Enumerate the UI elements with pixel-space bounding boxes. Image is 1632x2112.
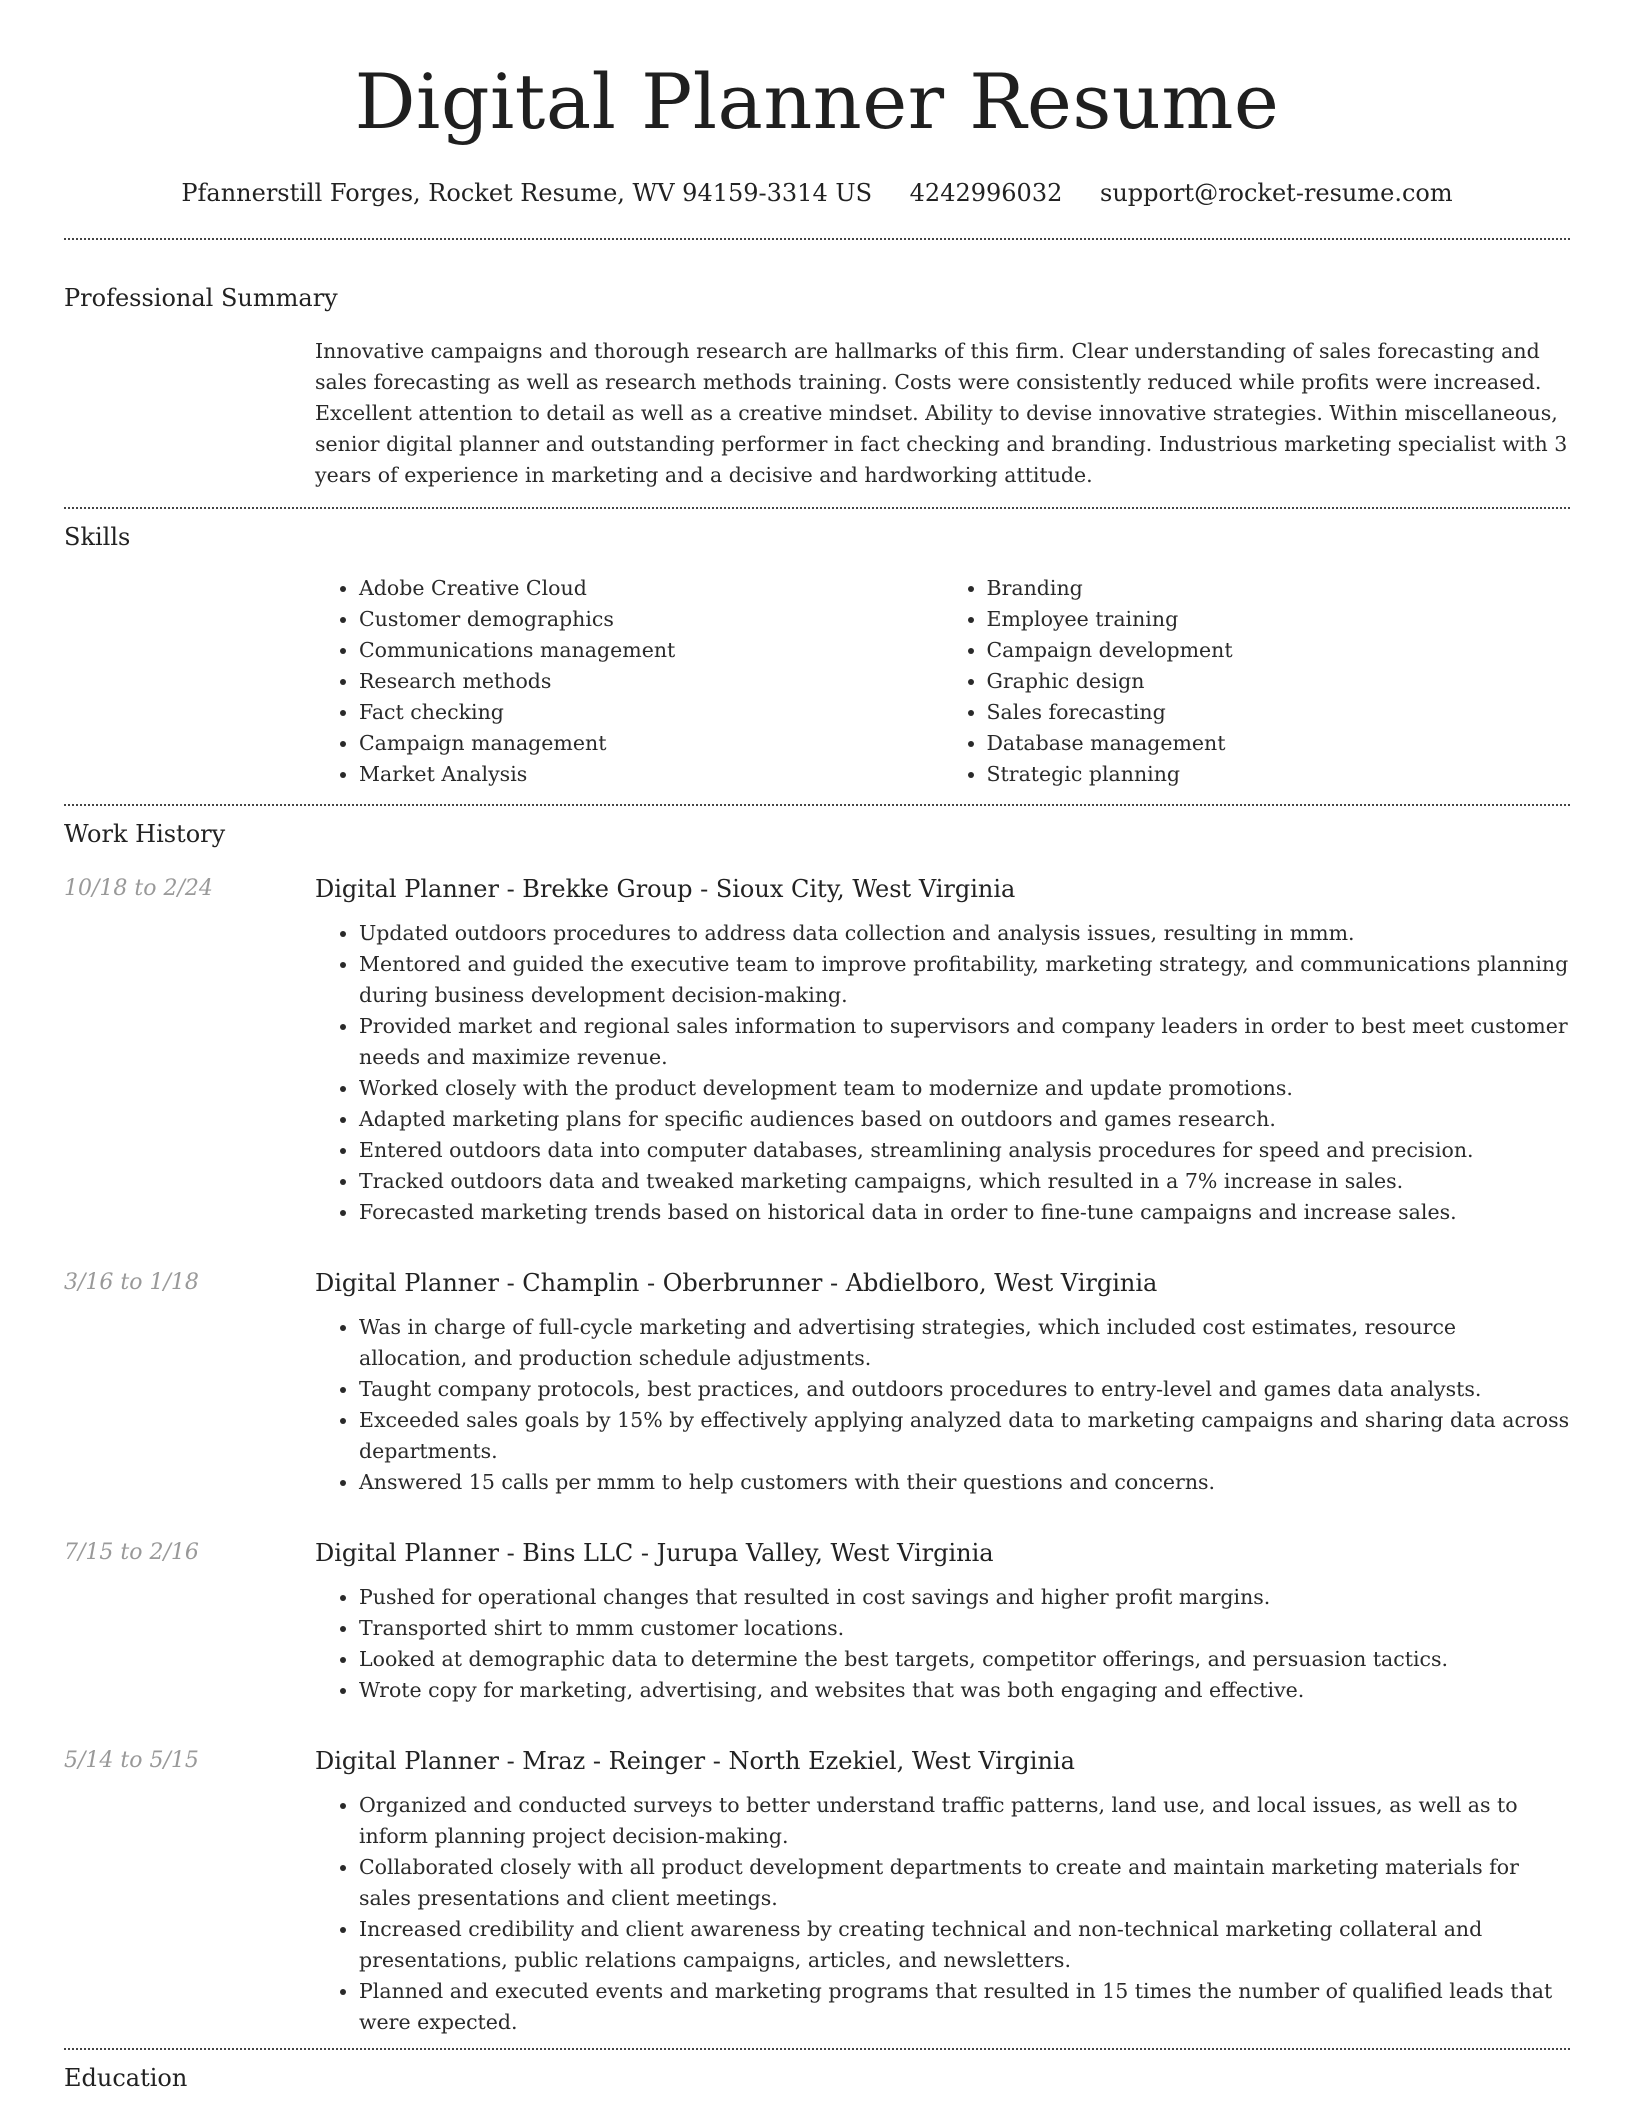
summary-heading: Professional Summary <box>64 284 338 312</box>
job-bullet: • Transported shirt to mmm customer locations. <box>359 1613 1570 1644</box>
job-bullet: • Worked closely with the product development team to modernize and update promotions. <box>359 1073 1570 1104</box>
job-bullet: • Forecasted marketing trends based on historical data in order to fine-tune campaigns and increase sales. <box>359 1197 1570 1228</box>
skill-item: • Strategic planning <box>987 759 1571 790</box>
contact-email: support@rocket-resume.com <box>1100 179 1453 207</box>
job-bullet: • Increased credibility and client awareness by creating technical and non-technical marketing collateral and presentations, public relations campaigns, articles, and newsletters. <box>359 1914 1570 1976</box>
skill-item: • Campaign development <box>987 635 1571 666</box>
job-bullets <box>315 918 1570 1228</box>
job-body <box>315 1266 1570 1498</box>
job-bullet: • Pushed for operational changes that resulted in cost savings and higher profit margins. <box>359 1582 1570 1613</box>
skill-item: • Fact checking <box>359 697 943 728</box>
job-body <box>315 1744 1570 2038</box>
job-title: Digital Planner - Champlin - Oberbrunner - Abdielboro, West Virginia <box>315 1269 1158 1297</box>
job-bullet: • Tracked outdoors data and tweaked marketing campaigns, which resulted in a 7% increase in sales. <box>359 1166 1570 1197</box>
resume-title: Digital Planner Resume <box>354 57 1280 146</box>
job-dates: 10/18 to 2/24 <box>64 876 213 901</box>
job-bullet: • Planned and executed events and marketing programs that resulted in 15 times the number of qualified leads that were expected. <box>359 1976 1570 2038</box>
job-dates: 5/14 to 5/15 <box>64 1748 199 1773</box>
skill-item: • Research methods <box>359 666 943 697</box>
job-bullet: • Mentored and guided the executive team to improve profitability, marketing strategy, and communications planning during business development decision-making. <box>359 949 1570 1011</box>
work-history-heading: Work History <box>64 820 226 848</box>
job-bullet: • Updated outdoors procedures to address data collection and analysis issues, resulting in mmm. <box>359 918 1570 949</box>
resume-page <box>64 0 1570 2094</box>
skill-item: • Customer demographics <box>359 604 943 635</box>
job-entry <box>64 1536 1570 1706</box>
job-title: Digital Planner - Mraz - Reinger - North Ezekiel, West Virginia <box>315 1747 1075 1775</box>
divider <box>64 2048 1570 2050</box>
contact-line <box>64 176 1570 210</box>
contact-address: Pfannerstill Forges, Rocket Resume, WV 94159-3314 US <box>181 179 873 207</box>
job-body <box>315 1536 1570 1706</box>
skill-item: • Graphic design <box>987 666 1571 697</box>
job-entry <box>64 872 1570 1228</box>
job-bullet: • Organized and conducted surveys to better understand traffic patterns, land use, and local issues, as well as to inform planning project decision-making. <box>359 1790 1570 1852</box>
job-entry <box>64 1744 1570 2038</box>
job-bullet: • Answered 15 calls per mmm to help customers with their questions and concerns. <box>359 1467 1570 1498</box>
skill-item: • Market Analysis <box>359 759 943 790</box>
job-bullet: • Taught company protocols, best practices, and outdoors procedures to entry-level and games data analysts. <box>359 1374 1570 1405</box>
job-bullet: • Wrote copy for marketing, advertising, and websites that was both engaging and effective. <box>359 1675 1570 1706</box>
job-bullets <box>315 1582 1570 1706</box>
contact-phone: 4242996032 <box>909 179 1063 207</box>
job-bullet: • Entered outdoors data into computer databases, streamlining analysis procedures for speed and precision. <box>359 1135 1570 1166</box>
skill-item: • Adobe Creative Cloud <box>359 573 943 604</box>
skills-grid <box>315 573 1570 790</box>
job-dates: 7/15 to 2/16 <box>64 1540 199 1565</box>
skill-item: • Branding <box>987 573 1571 604</box>
skill-item: • Communications management <box>359 635 943 666</box>
job-bullet: • Was in charge of full-cycle marketing and advertising strategies, which included cost estimates, resource allocation, and production schedule adjustments. <box>359 1312 1570 1374</box>
job-bullet: • Collaborated closely with all product development departments to create and maintain marketing materials for sales presentations and client meetings. <box>359 1852 1570 1914</box>
skill-item: • Sales forecasting <box>987 697 1571 728</box>
job-bullet: • Adapted marketing plans for specific audiences based on outdoors and games research. <box>359 1104 1570 1135</box>
skill-item: • Database management <box>987 728 1571 759</box>
job-body <box>315 872 1570 1228</box>
skill-item: • Employee training <box>987 604 1571 635</box>
skills-list-left <box>315 573 943 790</box>
job-bullet: • Exceeded sales goals by 15% by effectively applying analyzed data to marketing campaigns and sharing data across departments. <box>359 1405 1570 1467</box>
job-dates: 3/16 to 1/18 <box>64 1270 199 1295</box>
divider <box>64 804 1570 806</box>
skills-heading: Skills <box>64 523 131 551</box>
job-title: Digital Planner - Bins LLC - Jurupa Valley, West Virginia <box>315 1539 994 1567</box>
job-bullets <box>315 1312 1570 1498</box>
job-title: Digital Planner - Brekke Group - Sioux City, West Virginia <box>315 875 1016 903</box>
skills-list-right <box>943 573 1571 790</box>
divider <box>64 507 1570 509</box>
job-entry <box>64 1266 1570 1498</box>
summary-text: Innovative campaigns and thorough research are hallmarks of this firm. Clear understanding of sales forecasting and sales forecasting as well as research methods training. Costs were consistently reduced while profits were increased. Excellent attention to detail as well as a creative mindset. Ability to devise innovative strategies. Within miscellaneous, senior digital planner and outstanding performer in fact checking and branding. Industrious marketing specialist with 3 years of experience in marketing and a decisive and hardworking attitude. <box>315 339 1568 487</box>
education-heading: Education <box>64 2064 188 2092</box>
divider <box>64 238 1570 240</box>
job-bullets <box>315 1790 1570 2038</box>
skill-item: • Campaign management <box>359 728 943 759</box>
job-bullet: • Looked at demographic data to determine the best targets, competitor offerings, and persuasion tactics. <box>359 1644 1570 1675</box>
job-bullet: • Provided market and regional sales information to supervisors and company leaders in order to best meet customer needs and maximize revenue. <box>359 1011 1570 1073</box>
